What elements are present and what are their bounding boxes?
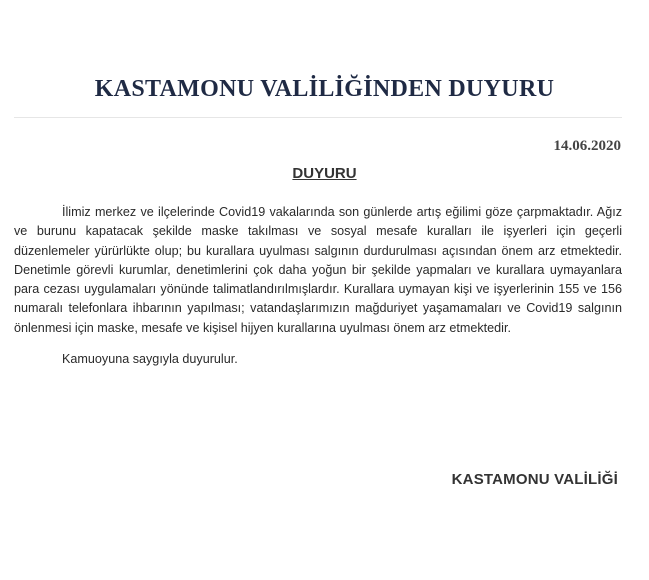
signature: KASTAMONU VALİLİĞİ bbox=[451, 471, 618, 488]
announcement-body bbox=[14, 203, 622, 369]
closing-paragraph: Kamuoyuna saygıyla duyurulur. bbox=[62, 352, 238, 367]
title-divider bbox=[14, 117, 622, 118]
document-title: KASTAMONU VALİLİĞİNDEN DUYURU bbox=[94, 76, 555, 102]
subject-heading: DUYURU bbox=[292, 165, 357, 182]
body-paragraph: İlimiz merkez ve ilçelerinde Covid19 vakalarında son günlerde artış eğilimi göze çarpmaktadır. Ağız ve burunu kapatacak şekilde maske takılması ve sosyal mesafe kuralları ile işyerleri için geçerli düzenlemeler yürürlükte olup; bu kurallara uyulması salgının durdurulması açısından önem arz etmektedir. Denetimle görevli kurumlar, denetimlerini çok daha yoğun bir şekilde yapmaları ve kurallara uymayanlara para cezası uygulamaları yönünde talimatlandırılmışlardır. Kurallara uymayan kişi ve işyerlerinin 155 ve 156 numaralı telefonlara ihbarının yapılması; vatandaşlarımızın mağduriyet yaşamamaları ve Covid19 salgının önlenmesi için maske, mesafe ve kişisel hijyen kurallarına uyulması önem arz etmektedir. bbox=[14, 205, 622, 335]
document-date: 14.06.2020 bbox=[553, 138, 621, 154]
